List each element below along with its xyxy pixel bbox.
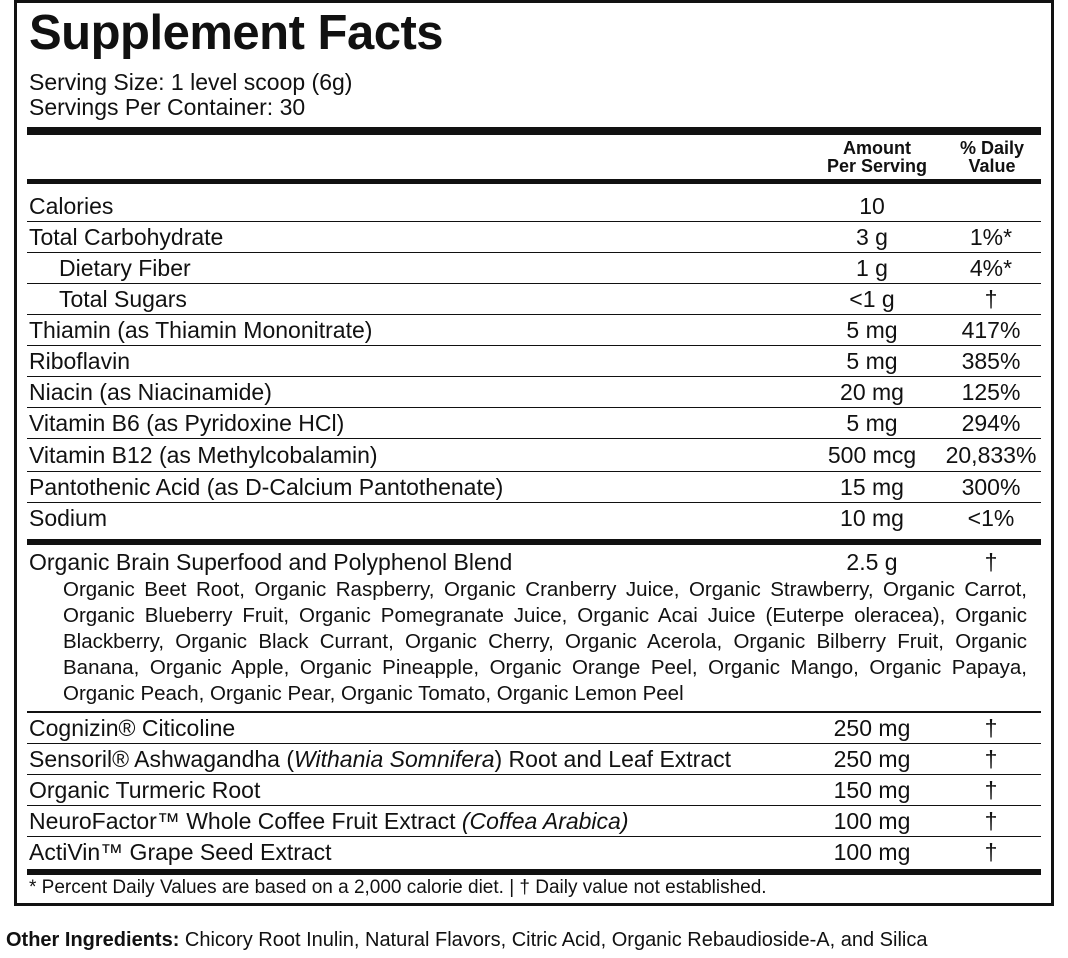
nutrient-row <box>27 472 1041 503</box>
latin-name: Withania Somnifera <box>294 746 495 772</box>
header-divider <box>27 179 1041 184</box>
nutrient-name: Total Sugars <box>59 286 187 312</box>
nutrient-name: Total Carbohydrate <box>29 224 224 250</box>
supplement-facts-panel <box>14 0 1054 906</box>
nutrient-amount: 5 mg <box>846 317 898 343</box>
nutrient-row <box>27 222 1041 253</box>
dv-header-line1: % Daily <box>959 138 1025 158</box>
nutrient-amount: 500 mcg <box>827 442 917 468</box>
nutrient-amount: 100 mg <box>833 808 911 834</box>
latin-name: (Coffea Arabica) <box>461 808 629 834</box>
footer-divider <box>27 869 1041 875</box>
nutrient-amount: <1 g <box>849 286 895 312</box>
nutrient-name <box>29 744 731 774</box>
blend-divider <box>27 539 1041 545</box>
nutrient-row <box>27 253 1041 284</box>
nutrient-name: Niacin (as Niacinamide) <box>29 379 272 405</box>
thick-divider <box>27 127 1041 135</box>
nutrient-amount: 3 g <box>856 224 888 250</box>
nutrient-name: Vitamin B6 (as Pyridoxine HCl) <box>29 410 345 436</box>
nutrient-name: Organic Turmeric Root <box>29 777 261 803</box>
nutrient-amount: 5 mg <box>846 348 898 374</box>
nutrient-dv: 294% <box>961 410 1021 436</box>
nutrient-dv: † <box>984 746 998 772</box>
nutrient-row <box>27 503 1041 533</box>
nutrient-amount: 10 <box>859 193 885 219</box>
nutrient-row <box>27 806 1041 837</box>
blend-name: Organic Brain Superfood and Polyphenol Blend <box>29 549 513 575</box>
nutrient-row <box>27 346 1041 377</box>
nutrient-amount: 15 mg <box>840 474 904 500</box>
nutrient-row <box>27 408 1041 439</box>
nutrient-amount: 100 mg <box>833 839 911 865</box>
nutrient-name: Dietary Fiber <box>59 255 191 281</box>
servings-per-container: Servings Per Container: 30 <box>29 94 306 120</box>
nutrient-amount: 250 mg <box>833 746 911 772</box>
nutrient-row <box>27 284 1041 315</box>
nutrient-name: Cognizin® Citicoline <box>29 715 236 741</box>
blend-dv: † <box>984 549 998 575</box>
serving-size: Serving Size: 1 level scoop (6g) <box>29 69 353 95</box>
nutrient-name: Sodium <box>29 505 107 531</box>
nutrient-dv: <1% <box>967 505 1015 531</box>
blend-ingredients: Organic Beet Root, Organic Raspberry, Organic Cranberry Juice, Organic Strawberry, Organic Carrot, Organic Blueberry Fruit, Organic Pomegranate Juice, Organic Acai Juice (Euterpe oleracea), Organic Blackberry, Organic Black Currant, Organic Cherry, Organic Acerola, Organic Bilberry Fruit, Organic Banana, Organic Apple, Organic Pineapple, Organic Orange Peel, Organic Mango, Organic Papaya, Organic Peach, Organic Pear, Organic Tomato, Organic Lemon Peel <box>63 578 1027 705</box>
nutrient-name <box>29 806 629 836</box>
nutrient-row <box>27 191 1041 222</box>
amount-header-line2: Per Serving <box>826 156 928 176</box>
nutrient-dv: 20,833% <box>945 442 1037 468</box>
name-part: Sensoril® Ashwagandha ( <box>29 746 294 772</box>
nutrient-dv: † <box>984 715 998 741</box>
nutrient-row <box>27 377 1041 408</box>
nutrient-row <box>27 744 1041 775</box>
name-part: ) Root and Leaf Extract <box>494 746 732 772</box>
amount-header-line1: Amount <box>843 138 911 158</box>
panel-title: Supplement Facts <box>29 6 444 60</box>
nutrient-dv: 1%* <box>969 224 1013 250</box>
nutrient-row <box>27 315 1041 346</box>
name-part: NeuroFactor™ Whole Coffee Fruit Extract <box>29 808 462 834</box>
nutrient-name: Thiamin (as Thiamin Mononitrate) <box>29 317 373 343</box>
other-ingredients-text: Chicory Root Inulin, Natural Flavors, Citric Acid, Organic Rebaudioside-A, and Silica <box>179 929 928 951</box>
nutrient-amount: 1 g <box>856 255 888 281</box>
nutrient-dv: 300% <box>961 474 1021 500</box>
serving-info <box>29 70 352 120</box>
nutrient-amount: 5 mg <box>846 410 898 436</box>
dv-header-line2: Value <box>968 156 1016 176</box>
nutrient-name: Riboflavin <box>29 348 130 374</box>
nutrient-amount: 20 mg <box>840 379 904 405</box>
nutrient-dv: 385% <box>961 348 1021 374</box>
nutrient-row <box>27 439 1041 472</box>
nutrient-name: ActiVin™ Grape Seed Extract <box>29 839 332 865</box>
nutrient-row <box>27 775 1041 806</box>
nutrient-name: Vitamin B12 (as Methylcobalamin) <box>29 442 378 468</box>
amount-header <box>807 139 947 175</box>
nutrient-row <box>27 713 1041 744</box>
nutrient-dv: † <box>984 777 998 803</box>
nutrient-table <box>27 191 1041 533</box>
nutrient-dv: 417% <box>961 317 1021 343</box>
nutrient-amount: 10 mg <box>840 505 904 531</box>
nutrient-amount: 250 mg <box>833 715 911 741</box>
daily-value-header <box>947 139 1037 175</box>
other-ingredients <box>6 928 927 952</box>
nutrient-dv: † <box>984 286 998 312</box>
blend-row <box>27 547 1041 577</box>
extras-table <box>27 713 1041 867</box>
nutrient-amount: 150 mg <box>833 777 911 803</box>
nutrient-dv: † <box>984 839 998 865</box>
nutrient-dv: † <box>984 808 998 834</box>
blend-amount: 2.5 g <box>846 549 898 575</box>
nutrient-name: Pantothenic Acid (as D-Calcium Pantothenate) <box>29 474 504 500</box>
nutrient-dv: 4%* <box>969 255 1013 281</box>
nutrient-name: Calories <box>29 193 114 219</box>
nutrient-row <box>27 837 1041 867</box>
nutrient-dv: 125% <box>961 379 1021 405</box>
footnote: * Percent Daily Values are based on a 2,000 calorie diet. | † Daily value not established. <box>29 877 767 898</box>
other-ingredients-label: Other Ingredients: <box>6 929 180 951</box>
